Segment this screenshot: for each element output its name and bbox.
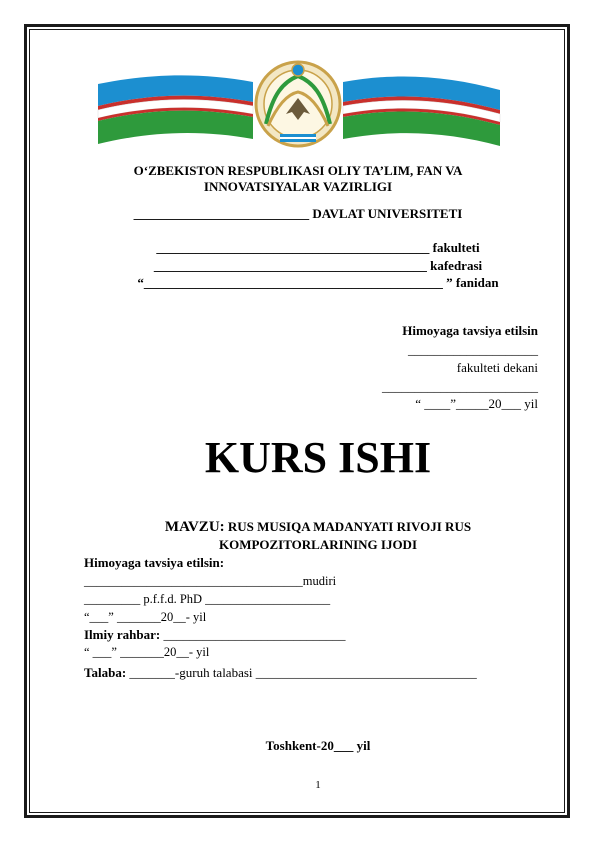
faculty-line: __________________________________________ fakulteti xyxy=(156,240,480,255)
subject-line: “______________________________________________ ” fanidan xyxy=(137,275,499,290)
advisor-line xyxy=(84,627,345,643)
defense-date-2: “ ___” _______20__- yil xyxy=(84,645,210,659)
document-title: KURS ISHI xyxy=(204,433,432,482)
student-line xyxy=(84,665,477,681)
degree-line: _________ p.f.f.d. PhD ____________________ xyxy=(84,592,331,606)
department-line: __________________________________________ kafedrasi xyxy=(153,258,483,273)
advisor-label: Ilmiy rahbar: xyxy=(84,627,161,642)
approval-date: “ ____”_____20___ yil xyxy=(415,396,538,411)
approval-signature-line: ____________________ xyxy=(408,342,538,357)
student-label: Talaba: xyxy=(84,665,127,680)
department-head-line: ___________________________________mudiri xyxy=(84,574,337,588)
topic-label: MAVZU: xyxy=(164,519,225,535)
page-number: 1 xyxy=(315,779,321,791)
state-emblem-banner xyxy=(88,54,508,149)
topic-line-2: KOMPOZITORLARINING IJODI xyxy=(218,537,418,552)
student-group-line: _______-guruh talabasi __________________________________ xyxy=(129,665,477,680)
approval-line-2: ________________________ xyxy=(382,379,538,394)
approval-dean: fakulteti dekani xyxy=(456,360,538,375)
topic-line-1 xyxy=(0,519,596,536)
city-year: Toshkent-20___ yil xyxy=(265,738,371,753)
ministry-line-1: O‘ZBEKISTON RESPUBLIKASI OLIY TA’LIM, FAN VA xyxy=(133,163,463,178)
university-line: ___________________________ DAVLAT UNIVERSITETI xyxy=(133,206,463,221)
defense-date-1: “___” _______20__- yil xyxy=(84,610,207,624)
ministry-line-2: INNOVATSIYALAR VAZIRLIGI xyxy=(203,179,393,194)
advisor-signature-line: ____________________________ xyxy=(163,627,346,642)
approval-heading: Himoyaga tavsiya etilsin xyxy=(402,323,538,338)
defense-heading: Himoyaga tavsiya etilsin: xyxy=(84,555,225,570)
topic-title-1: RUS MUSIQA MADANYATI RIVOJI RUS xyxy=(227,519,472,534)
